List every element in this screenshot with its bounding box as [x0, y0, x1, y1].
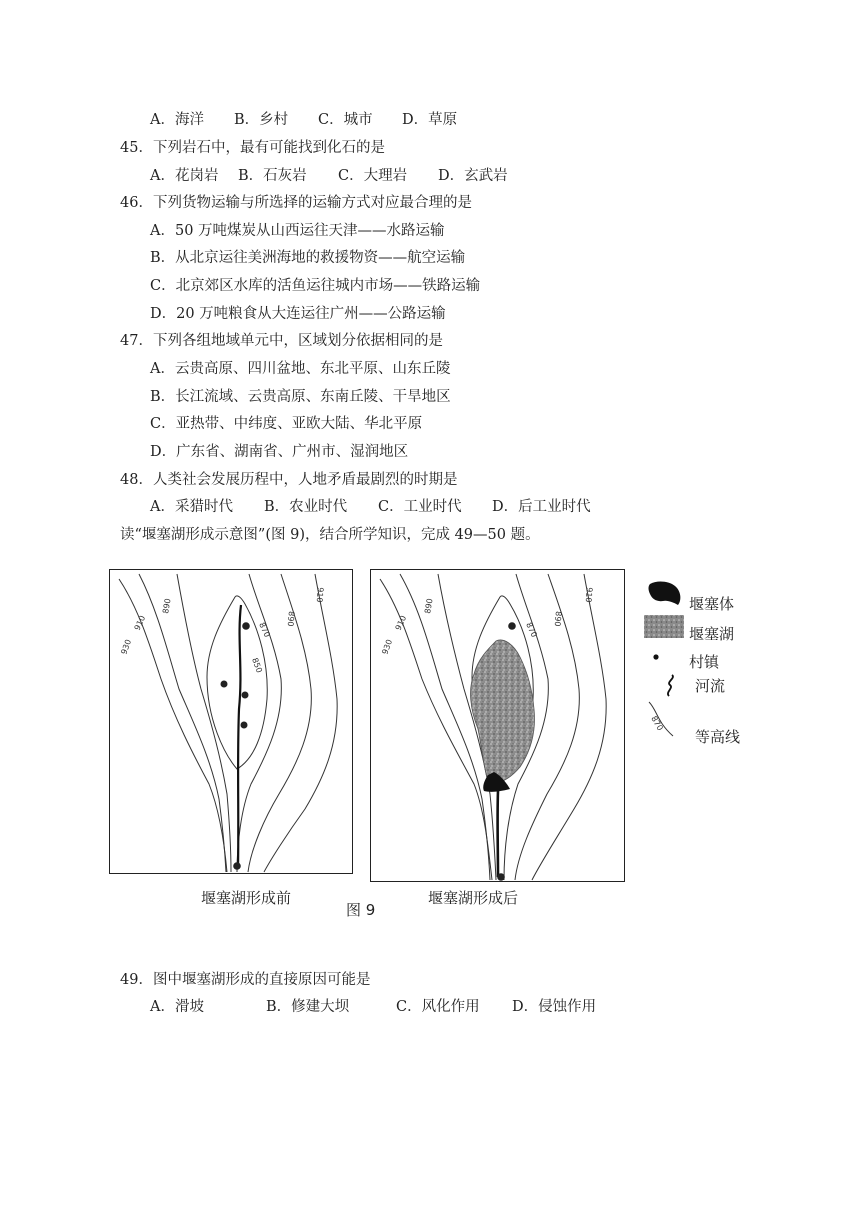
q49-option-a: A．滑坡: [150, 999, 204, 1015]
legend-dam-label: 堰塞体: [689, 595, 735, 613]
before-contour-910-left: 910: [132, 614, 148, 632]
q44-option-d: D．草原: [402, 112, 458, 128]
q47-option-d: D．广东省、湖南省、广州市、湿润地区: [150, 444, 409, 460]
q47-option-a: A．云贵高原、四川盆地、东北平原、山东丘陵: [150, 361, 451, 377]
q46-option-d: D．20 万吨粮食从大连运往广州——公路运输: [150, 306, 446, 322]
q49-options: [150, 997, 596, 1017]
q49-option-b: B．修建大坝: [266, 999, 350, 1015]
before-contour-930: 930: [119, 638, 134, 656]
figure-intro: 读“堰塞湖形成示意图”(图 9)，结合所学知识，完成 49—50 题。: [120, 527, 540, 543]
q48-option-a: A．采猎时代: [150, 499, 233, 515]
q46-stem: 46．下列货物运输与所选择的运输方式对应最合理的是: [120, 195, 472, 211]
q49-option-d: D．侵蚀作用: [512, 999, 597, 1015]
q48-option-b: B．农业时代: [264, 499, 348, 515]
q48-option-d: D．后工业时代: [492, 499, 591, 515]
after-contour-890-left: 890: [423, 597, 435, 615]
legend-lake-label: 堰塞湖: [689, 625, 735, 643]
after-contour-870: 870: [524, 621, 539, 639]
caption-after: 堰塞湖形成后: [428, 889, 519, 907]
q45-option-a: A．花岗岩: [150, 168, 219, 184]
q48-option-c: C．工业时代: [378, 499, 462, 515]
q45-option-b: B．石灰岩: [238, 168, 307, 184]
q49-stem: 49．图中堰塞湖形成的直接原因可能是: [120, 972, 371, 988]
q47-option-b: B．长江流域、云贵高原、东南丘陵、干旱地区: [150, 389, 451, 405]
legend-contour-value: 870: [649, 714, 665, 733]
legend-river-label: 河流: [695, 677, 726, 695]
after-contour-890-right: 890: [552, 610, 563, 627]
q45-stem: 45．下列岩石中，最有可能找到化石的是: [120, 140, 385, 156]
figure-label: 图 9: [346, 901, 376, 919]
after-contour-910-right: 910: [583, 586, 594, 603]
map-before: [109, 569, 354, 875]
q44-option-c: C．城市: [318, 112, 373, 128]
map-after: [370, 569, 626, 883]
legend-village-icon: [651, 652, 661, 662]
before-contour-910-right: 910: [314, 586, 325, 603]
after-contour-930: 930: [380, 638, 395, 656]
before-contour-890-right: 890: [285, 610, 296, 627]
q45-option-c: C．大理岩: [338, 168, 408, 184]
q47-stem: 47．下列各组地域单元中，区域划分依据相同的是: [120, 333, 443, 349]
legend-river-icon: [660, 672, 686, 698]
legend-contour-label: 等高线: [695, 728, 741, 746]
q48-stem: 48．人类社会发展历程中，人地矛盾最剧烈的时期是: [120, 472, 458, 488]
q48-options: [150, 497, 591, 517]
q46-option-b: B．从北京运往美洲海地的救援物资——航空运输: [150, 250, 466, 266]
legend-lake-icon: [643, 614, 685, 639]
q44-option-a: A．海洋: [150, 112, 204, 128]
q46-option-c: C．北京郊区水库的活鱼运往城内市场——铁路运输: [150, 278, 481, 294]
legend-village-label: 村镇: [689, 653, 720, 671]
before-contour-870: 870: [257, 621, 272, 639]
legend-dam-icon: [645, 578, 685, 608]
q49-option-c: C．风化作用: [396, 999, 480, 1015]
caption-before: 堰塞湖形成前: [201, 889, 292, 907]
before-contour-890-left: 890: [161, 597, 173, 615]
legend-contour-icon: [643, 700, 687, 740]
q45-option-d: D．玄武岩: [438, 168, 508, 184]
q44-option-b: B．乡村: [234, 112, 289, 128]
before-contour-850: 850: [250, 656, 264, 675]
q47-option-c: C．亚热带、中纬度、亚欧大陆、华北平原: [150, 416, 423, 432]
q46-option-a: A．50 万吨煤炭从山西运往天津——水路运输: [150, 223, 445, 239]
after-contour-910-left: 910: [393, 614, 409, 632]
q44-options: [150, 110, 457, 130]
q45-options: [150, 166, 508, 186]
